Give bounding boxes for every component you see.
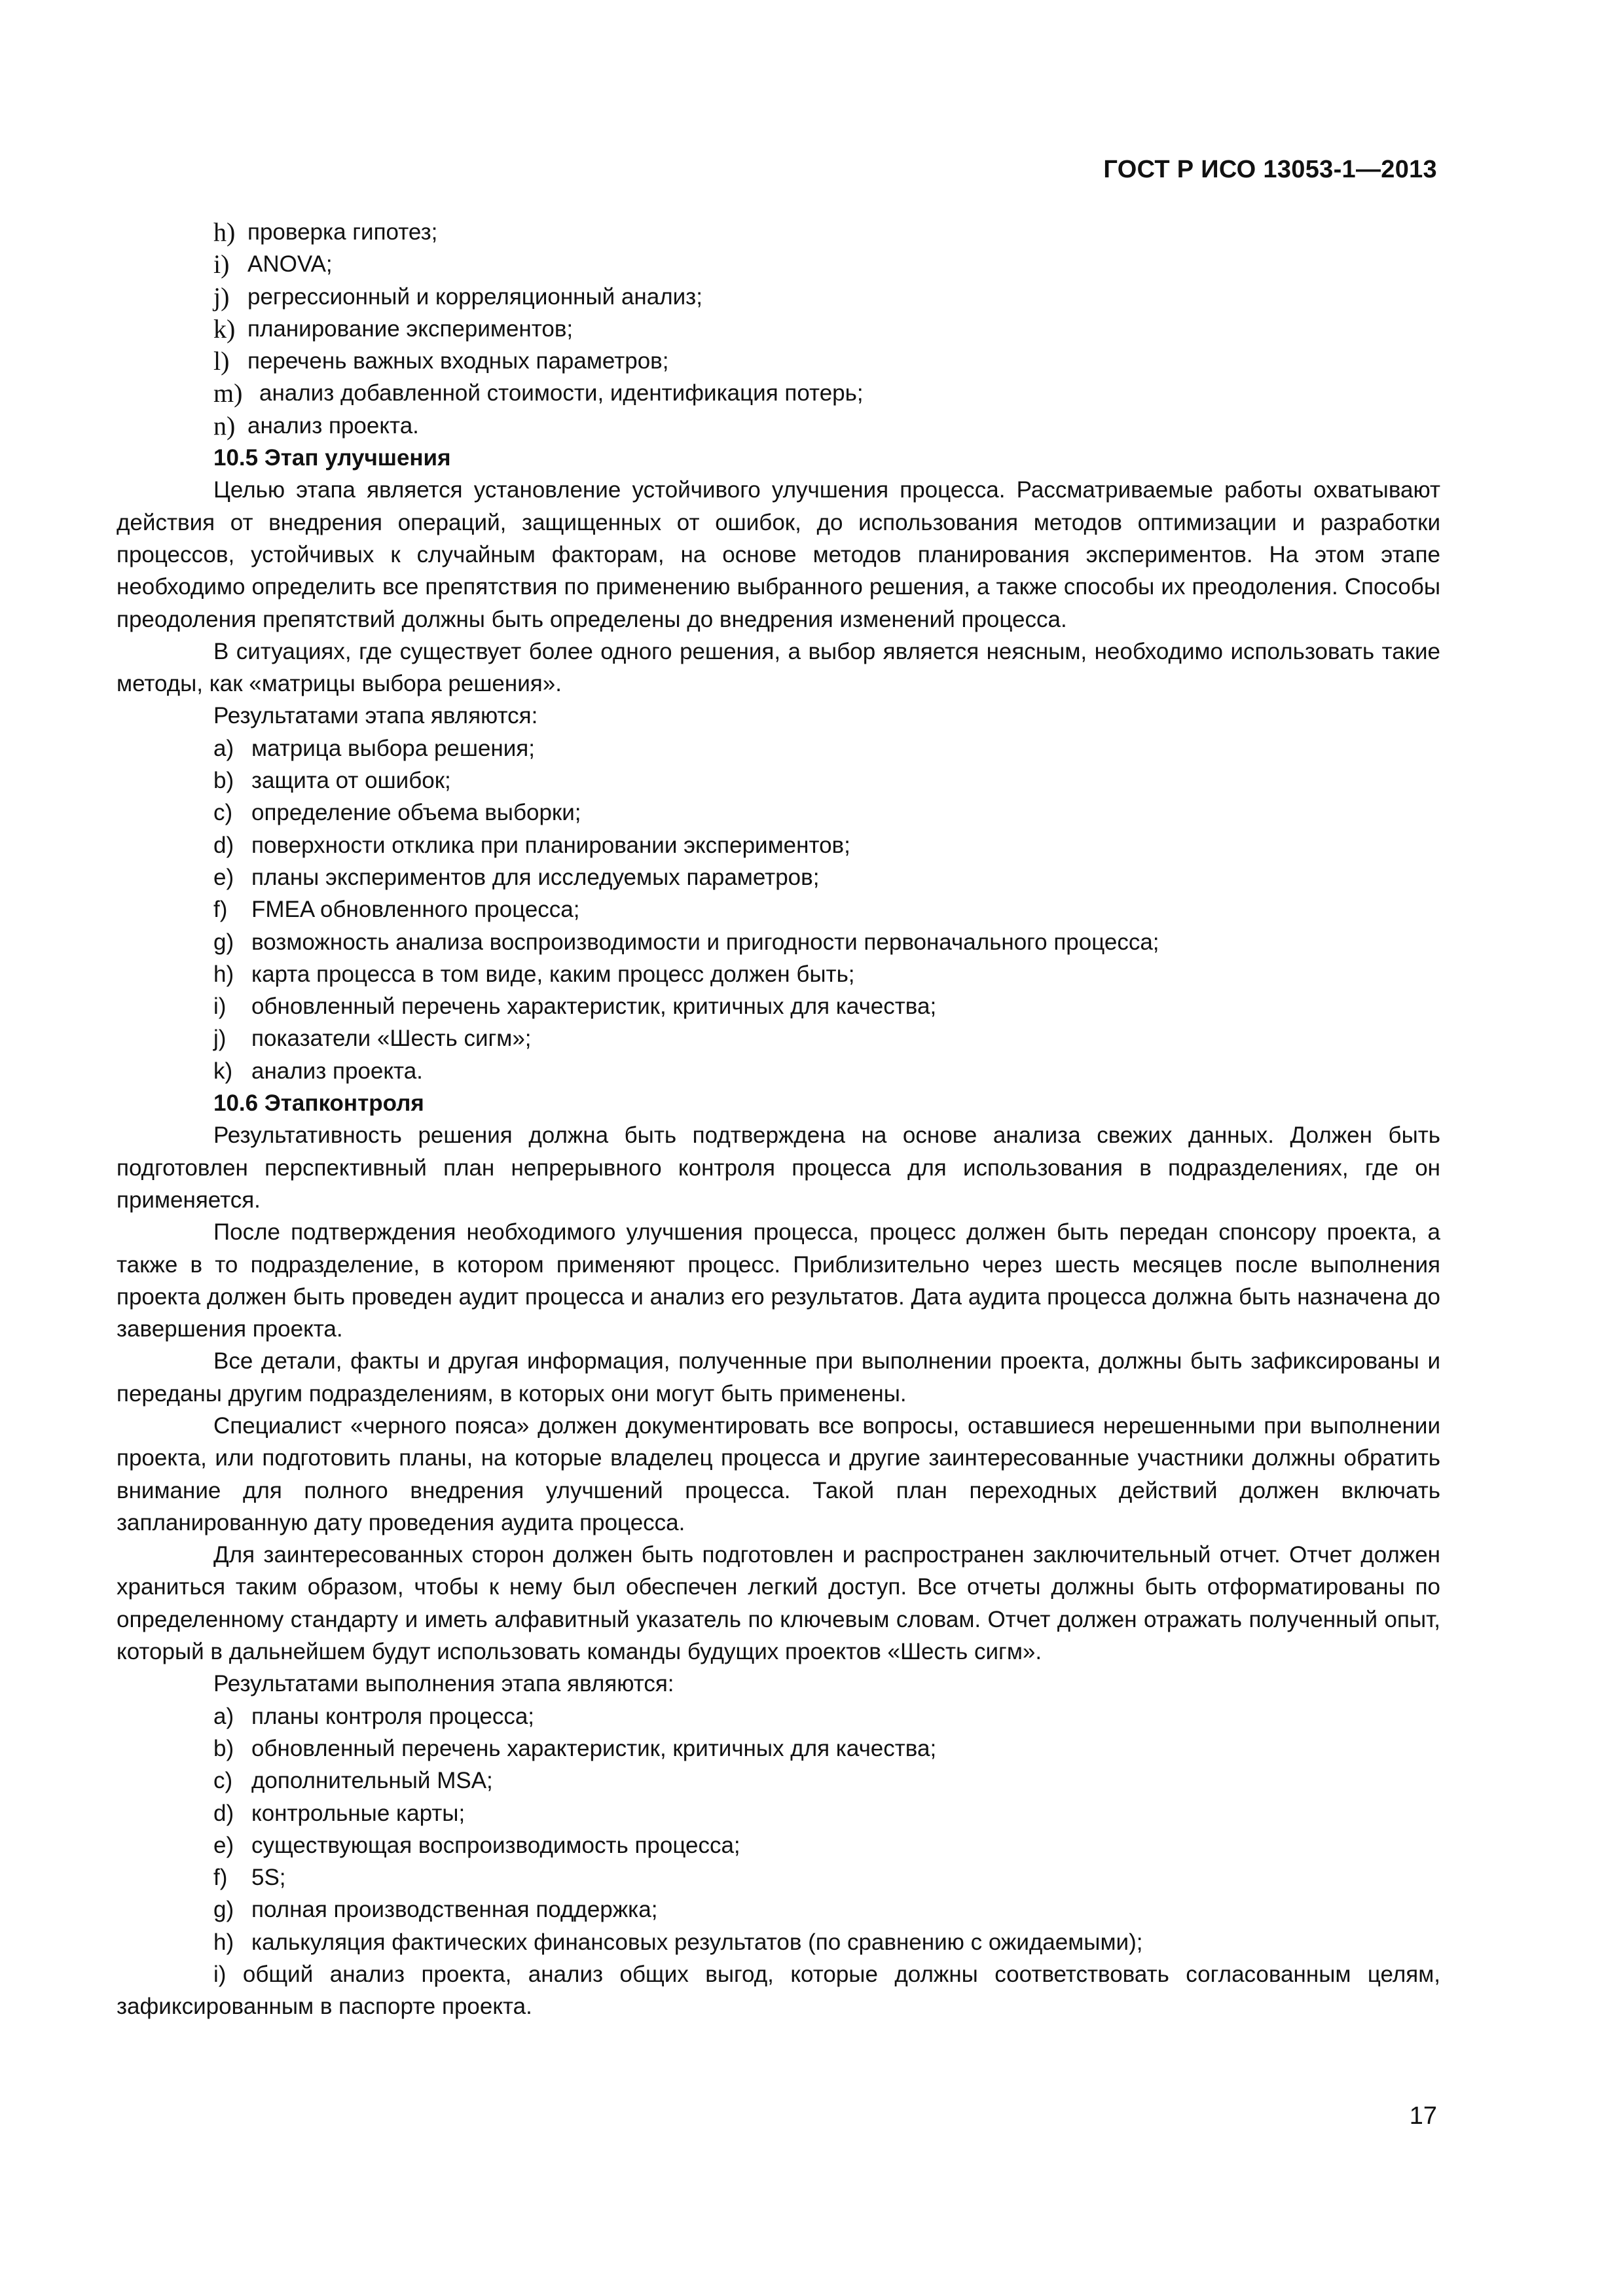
list-marker: j) — [213, 1026, 227, 1052]
list-item-text: матрица выбора решения; — [251, 735, 535, 761]
list-item-text: показатели «Шесть сигм»; — [251, 1026, 532, 1052]
list-marker: a) — [213, 735, 234, 761]
list-item — [117, 281, 1440, 313]
list-item — [117, 1829, 1440, 1861]
section-heading-10-6: 10.6 Этапконтроля — [213, 1090, 424, 1117]
list-marker: h) — [213, 217, 236, 247]
list-item-text: планирование экспериментов; — [247, 315, 574, 342]
list-marker: h) — [213, 961, 234, 987]
list-item — [117, 1732, 1440, 1765]
paragraph: Результативность решения должна быть подтверждена на основе анализа свежих данных. Должен быть подготовлен перспективный план непрерывного контроля процесса для использования в подразделениях, где он применяется. — [117, 1122, 1440, 1213]
list-item-text: 5S; — [251, 1865, 286, 1891]
list-marker: c) — [213, 1768, 233, 1794]
list-item — [117, 345, 1440, 377]
list-marker: c) — [213, 800, 233, 826]
list-item-text: дополнительный MSA; — [251, 1768, 493, 1794]
list-marker: b) — [213, 768, 234, 794]
list-item-text: защита от ошибок; — [251, 768, 451, 794]
list-item — [117, 1797, 1440, 1829]
list-item — [117, 377, 1440, 409]
page-body — [117, 216, 1440, 2023]
list-marker: f) — [213, 897, 228, 923]
list-marker: b) — [213, 1735, 234, 1761]
list-marker: n) — [213, 410, 236, 440]
list-marker: d) — [213, 1800, 234, 1826]
list-item — [117, 1926, 1440, 1958]
list-marker: f) — [213, 1865, 228, 1891]
paragraph: После подтверждения необходимого улучшения процесса, процесс должен быть передан спонсору проекта, а также в то подразделение, в котором применяют процесс. Приблизительно через шесть месяцев после выполнения проекта должен быть проведен аудит процесса и анализ его результатов. Дата аудита процесса должна быть назначена до завершения проекта. — [117, 1219, 1440, 1342]
list-item — [117, 1765, 1440, 1797]
list-marker: a) — [213, 1703, 234, 1729]
list-marker: h) — [213, 1929, 234, 1955]
list-marker: i) — [213, 249, 230, 279]
list-item — [117, 958, 1440, 990]
document-header: ГОСТ Р ИСО 13053-1—2013 — [1103, 156, 1437, 183]
list-item — [117, 732, 1440, 764]
list-item-text: анализ проекта. — [251, 1058, 423, 1084]
list-item — [117, 1055, 1440, 1087]
list-item — [117, 926, 1440, 958]
paragraph: В ситуациях, где существует более одного решения, а выбор является неясным, необходимо использовать такие методы, как «матрицы выбора решения». — [117, 638, 1440, 697]
list-item — [117, 764, 1440, 797]
list-marker: i) — [213, 994, 227, 1020]
list-item-text: определение объема выборки; — [251, 800, 581, 826]
list-item-text: ANOVA; — [247, 251, 333, 278]
list-item-text: регрессионный и корреляционный анализ; — [247, 283, 702, 310]
paragraph: Для заинтересованных сторон должен быть подготовлен и распространен заключительный отчет. Отчет должен храниться таким образом, чтобы к нему был обеспечен легкий доступ. Все отчеты должны быть отформатированы по определенному стандарту и иметь алфавитный указатель по ключевым словам. Отчет должен отражать полученный опыт, который в дальнейшем будут использовать команды будущих проектов «Шесть сигм». — [117, 1542, 1440, 1665]
list-item — [117, 410, 1440, 442]
list-item-text: существующая воспроизводимость процесса; — [251, 1832, 740, 1858]
list-item-text: поверхности отклика при планировании экспериментов; — [251, 832, 850, 858]
list-item-text: полная производственная поддержка; — [251, 1897, 658, 1923]
list-marker: e) — [213, 864, 234, 890]
list-item-long: i) общий анализ проекта, анализ общих выгод, которые должны соответствовать согласованным целям, зафиксированным в паспорте проекта. — [117, 1962, 1440, 2020]
paragraph: Специалист «черного пояса» должен документировать все вопросы, оставшиеся нерешенными при выполнении проекта, или подготовить планы, на которые владелец процесса и другие заинтересованные участники должны обратить внимание для полного внедрения улучшений процесса. Такой план переходных действий должен включать запланированную дату проведения аудита процесса. — [117, 1412, 1440, 1535]
results-intro: Результатами этапа являются: — [213, 703, 538, 729]
list-marker: e) — [213, 1832, 234, 1858]
results-intro: Результатами выполнения этапа являются: — [213, 1671, 674, 1697]
list-marker: j) — [213, 281, 230, 312]
list-item — [117, 1861, 1440, 1893]
paragraph: Целью этапа является установление устойчивого улучшения процесса. Рассматриваемые работы охватывают действия от внедрения операций, защищенных от ошибок, до использования методов оптимизации и разработки процессов, устойчивых к случайным факторам, на основе методов планирования экспериментов. На этом этапе необходимо определить все препятствия по применению выбранного решения, а также способы их преодоления. Способы преодоления препятствий должны быть определены до внедрения изменений процесса. — [117, 477, 1440, 632]
list-item-text: обновленный перечень характеристик, критичных для качества; — [251, 1735, 937, 1761]
list-marker: m) — [213, 378, 243, 408]
list-item — [117, 829, 1440, 861]
list-marker: k) — [213, 1058, 233, 1084]
list-marker: d) — [213, 832, 234, 858]
list-marker: k) — [213, 314, 236, 344]
list-item-text: обновленный перечень характеристик, критичных для качества; — [251, 994, 937, 1020]
paragraph: Все детали, факты и другая информация, полученные при выполнении проекта, должны быть зафиксированы и переданы другим подразделениям, в которых они могут быть применены. — [117, 1348, 1440, 1407]
list-item-text: анализ проекта. — [247, 412, 419, 439]
list-item-text: FMEA обновленного процесса; — [251, 897, 580, 923]
page-number: 17 — [1409, 2102, 1437, 2130]
list-item — [117, 861, 1440, 893]
list-marker: g) — [213, 929, 234, 955]
list-marker: l) — [213, 346, 230, 376]
list-item — [117, 1022, 1440, 1054]
list-item-text: контрольные карты; — [251, 1800, 465, 1826]
list-item — [117, 1893, 1440, 1926]
list-item-text: проверка гипотез; — [247, 219, 438, 245]
list-item — [117, 893, 1440, 925]
list-item — [117, 216, 1440, 248]
list-item — [117, 1700, 1440, 1732]
list-item — [117, 990, 1440, 1022]
section-heading-10-5: 10.5 Этап улучшения — [213, 445, 451, 471]
list-item-text: планы контроля процесса; — [251, 1703, 535, 1729]
list-item-text: возможность анализа воспроизводимости и пригодности первоначального процесса; — [251, 929, 1159, 955]
list-marker: g) — [213, 1897, 234, 1923]
list-item-text: планы экспериментов для исследуемых параметров; — [251, 864, 820, 890]
list-item-text: перечень важных входных параметров; — [247, 348, 669, 374]
list-item — [117, 248, 1440, 280]
list-item-text: карта процесса в том виде, каким процесс должен быть; — [251, 961, 855, 987]
list-item — [117, 797, 1440, 829]
list-item-text: калькуляция фактических финансовых результатов (по сравнению с ожидаемыми); — [251, 1929, 1143, 1955]
list-item-text: анализ добавленной стоимости, идентификация потерь; — [259, 380, 864, 406]
list-item — [117, 313, 1440, 345]
